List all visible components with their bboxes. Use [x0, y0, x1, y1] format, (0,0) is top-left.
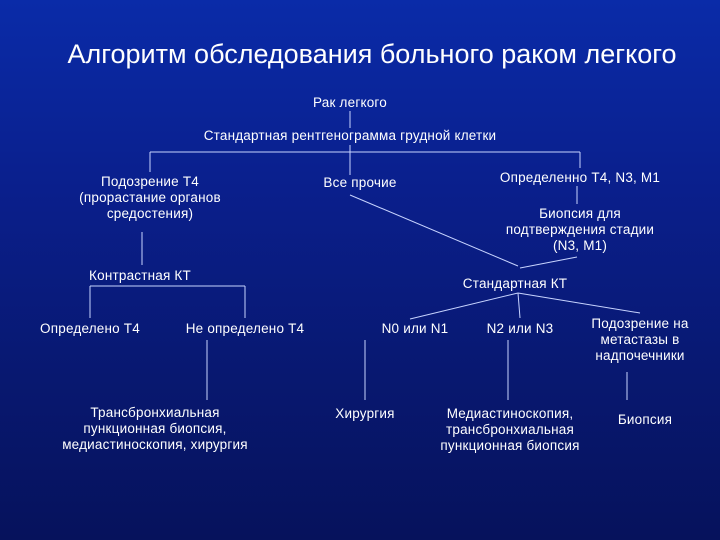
node-root: Рак легкого [313, 95, 387, 110]
node-t4-not-defined: Не определено Т4 [185, 321, 305, 336]
node-transbronchial: Трансбронхиальная пункционная биопсия, медиастиноскопия, хирургия [62, 405, 248, 453]
node-n0-n1: N0 или N1 [381, 321, 449, 336]
node-n2-n3: N2 или N3 [486, 321, 554, 336]
diagram-title: Алгоритм обследования больного раком легкого [67, 39, 677, 69]
node-suspect-metastases: Подозрение на метастазы в надпочечники [591, 316, 689, 364]
node-t4-defined: Определено Т4 [40, 321, 140, 336]
node-suspect-t4: Подозрение Т4 (прорастание органов средостения) [79, 174, 221, 222]
node-mediastinoscopy: Медиастиноскопия, трансбронхиальная пункционная биопсия [440, 406, 580, 454]
node-biopsy: Биопсия [617, 412, 673, 427]
node-standard-ct: Стандартная КТ [462, 276, 568, 291]
node-contrast-ct: Контрастная КТ [89, 268, 191, 283]
node-definite: Определенно Т4, N3, M1 [499, 170, 661, 185]
node-biopsy-confirm: Биопсия для подтверждения стадии (N3, M1) [505, 206, 655, 254]
node-surgery: Хирургия [335, 406, 395, 421]
node-xray: Стандартная рентгенограмма грудной клетки [203, 128, 497, 143]
node-others: Все прочие [323, 175, 397, 190]
